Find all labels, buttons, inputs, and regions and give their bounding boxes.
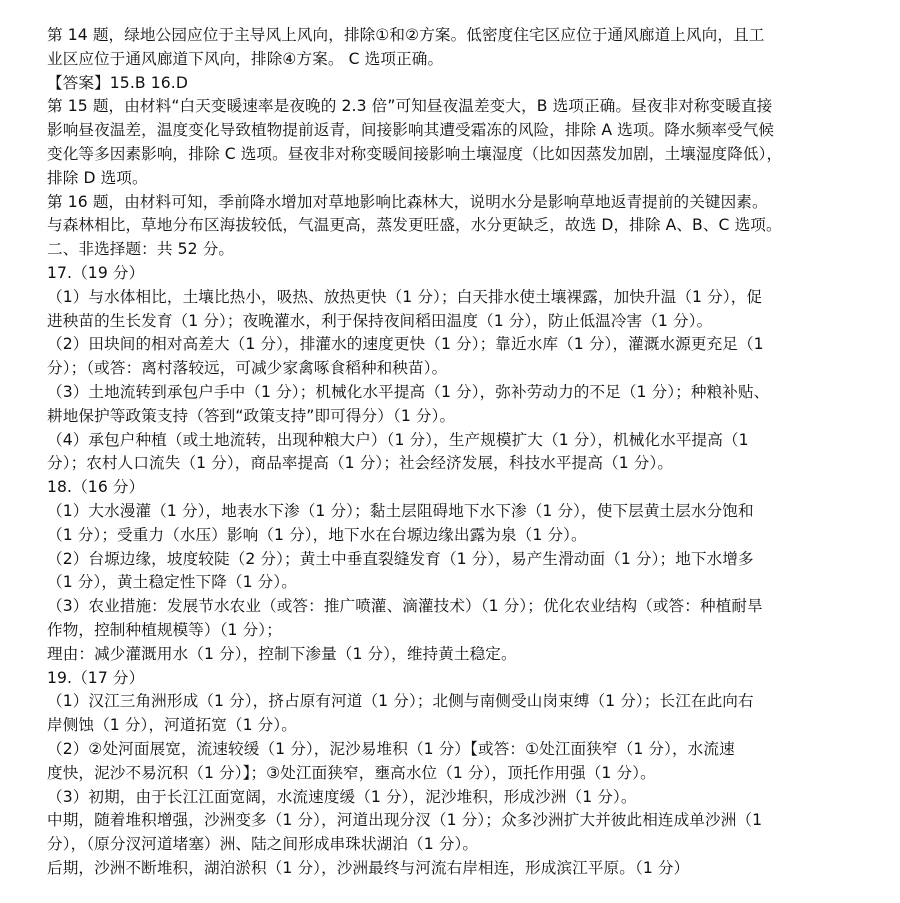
text-line: 影响昼夜温差，温度变化导致植物提前返青，间接影响其遭受霜冻的风险，排除 A 选项。降水频率受气候 xyxy=(47,121,775,140)
text-line: 岸侧蚀（1 分），河道拓宽（1 分）。 xyxy=(47,716,297,735)
text-line: 进秧苗的生长发育（1 分）；夜晚灌水，利于保持夜间稻田温度（1 分），防止低温冷害（1 分）。 xyxy=(47,311,713,330)
text-line: （4）承包户种植（或土地流转，出现种粮大户）（1 分），生产规模扩大（1 分），机械化水平提高（1 xyxy=(47,430,749,449)
text-line: 度快，泥沙不易沉积（1 分）】；③处江面狭窄，壅高水位（1 分），顶托作用强（1 分）。 xyxy=(47,763,656,782)
question-heading: 19.（17 分） xyxy=(47,668,145,687)
text-line: 分）；（或答：离村落较远，可减少家禽啄食稻种和秧苗）。 xyxy=(47,359,448,378)
text-line: 分），（原分汊河道堵塞）洲、陆之间形成串珠状湖泊（1 分）。 xyxy=(47,835,479,854)
text-line: 第 16 题，由材料可知，季前降水增加对草地影响比森林大，说明水分是影响草地返青提前的关键因素。 xyxy=(47,192,768,211)
text-line: （3）农业措施：发展节水农业（或答：推广喷灌、滴灌技术）（1 分）；优化农业结构（或答：种植耐旱 xyxy=(47,597,763,616)
text-line: 排除 D 选项。 xyxy=(47,168,148,187)
text-line: （1）与水体相比，土壤比热小，吸热、放热更快（1 分）；白天排水使土壤裸露，加快升温（1 分），促 xyxy=(47,287,763,306)
text-line: （3）初期，由于长江江面宽阔，水流速度缓（1 分），泥沙堆积，形成沙洲（1 分）。 xyxy=(47,787,637,806)
text-line: 与森林相比，草地分布区海拔较低，气温更高，蒸发更旺盛，水分更缺乏，故选 D，排除 A、B、C 选项。 xyxy=(47,216,782,235)
text-line: 作物，控制种植规模等）（1 分）； xyxy=(47,620,282,639)
text-line: （1 分）；受重力（水压）影响（1 分），地下水在台塬边缘出露为泉（1 分）。 xyxy=(47,525,587,544)
answer-text-page xyxy=(47,24,862,881)
text-line: 业区应位于通风廊道下风向，排除④方案。 C 选项正确。 xyxy=(47,49,444,68)
text-line: 中期，随着堆积增强，沙洲变多（1 分），河道出现分汊（1 分）；众多沙洲扩大并彼此相连成单沙洲（1 xyxy=(47,811,763,830)
text-line: （2）台塬边缘，坡度较陡（2 分）；黄土中垂直裂缝发育（1 分），易产生滑动面（1 分）；地下水增多 xyxy=(47,549,754,568)
question-heading: 18.（16 分） xyxy=(47,478,145,497)
text-line: 耕地保护等政策支持（答到“政策支持”即可得分）（1 分）。 xyxy=(47,406,456,425)
question-heading: 17.（19 分） xyxy=(47,263,145,282)
text-line: （1）汉江三角洲形成（1 分），挤占原有河道（1 分）；北侧与南侧受山岗束缚（1 分）；长江在此向右 xyxy=(47,692,754,711)
text-line: 理由：减少灌溉用水（1 分），控制下渗量（1 分），维持黄土稳定。 xyxy=(47,644,517,663)
text-line: （2）②处河面展宽，流速较缓（1 分），泥沙易堆积（1 分）【或答：①处江面狭窄（1 分），水流速 xyxy=(47,739,735,758)
text-line: （1）大水漫灌（1 分），地表水下渗（1 分）；黏土层阻碍地下水下渗（1 分），使下层黄土层水分饱和 xyxy=(47,501,754,520)
text-line: （1 分），黄土稳定性下降（1 分）。 xyxy=(47,573,297,592)
text-line: （2）田块间的相对高差大（1 分），排灌水的速度更快（1 分）；靠近水库（1 分），灌溉水源更充足（1 xyxy=(47,335,764,354)
text-line: 后期，沙洲不断堆积，湖泊淤积（1 分），沙洲最终与河流右岸相连，形成滨江平原。（1 分） xyxy=(47,858,690,877)
text-line: 第 14 题，绿地公园应位于主导风上风向，排除①和②方案。低密度住宅区应位于通风廊道上风向，且工 xyxy=(47,26,765,44)
text-line: 分）；农村人口流失（1 分），商品率提高（1 分）；社会经济发展，科技水平提高（1 分）。 xyxy=(47,454,674,473)
answer-key-line: 【答案】15.B 16.D xyxy=(47,73,188,92)
text-line: 第 15 题，由材料“白天变暖速率是夜晚的 2.3 倍”可知昼夜温差变大，B 选项正确。昼夜非对称变暖直接 xyxy=(47,97,773,116)
section-heading: 二、非选择题：共 52 分。 xyxy=(47,240,235,259)
text-line: 变化等多因素影响，排除 C 选项。昼夜非对称变暖间接影响土壤湿度（比如因蒸发加剧，土壤湿度降低）， xyxy=(47,144,783,163)
text-line: （3）土地流转到承包户手中（1 分）；机械化水平提高（1 分），弥补劳动力的不足（1 分）；种粮补贴、 xyxy=(47,382,770,401)
